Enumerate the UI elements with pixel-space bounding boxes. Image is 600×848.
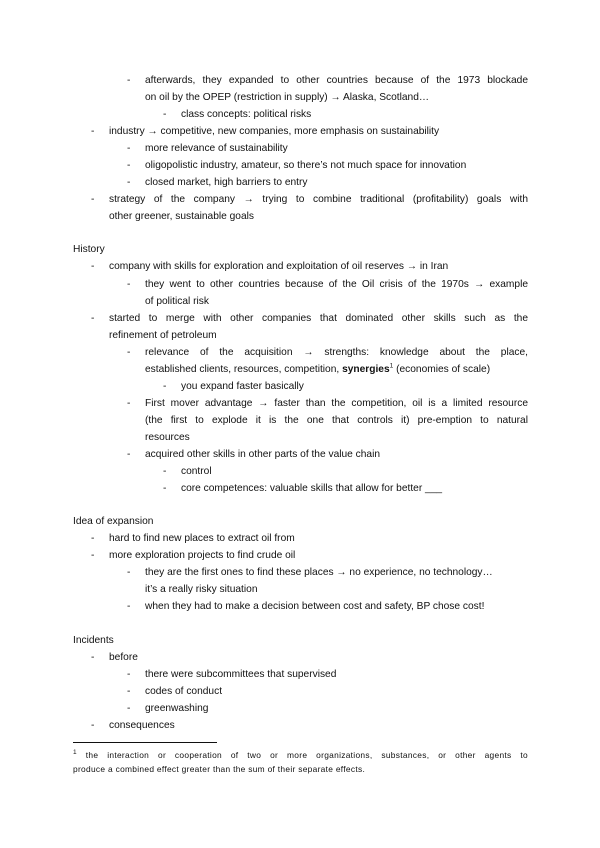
bullet-text: relevance of the acquisition → strengths: knowledge about the place, — [145, 347, 528, 358]
bullet-text: afterwards, they expanded to other countries because of the 1973 blockade — [145, 75, 528, 86]
bullet-text: of political risk — [145, 296, 209, 307]
text-segment: established clients, resources, competition, — [145, 364, 343, 375]
bullet-text: more exploration projects to find crude oil — [109, 550, 296, 561]
bullet-text: other greener, sustainable goals — [109, 211, 254, 222]
bullet-dash: - — [127, 143, 131, 154]
bullet-text: resources — [145, 432, 190, 443]
bullet-text: acquired other skills in other parts of the value chain — [145, 449, 381, 460]
bullet-text: (the first to explode it is the one that controls it) pre-emption to natural — [145, 415, 528, 426]
bullet-text: oligopolistic industry, amateur, so there’s not much space for innovation — [145, 160, 467, 171]
bullet-dash: - — [127, 279, 131, 290]
bullet-text: company with skills for exploration and exploitation of oil reserves → in Iran — [109, 261, 449, 272]
bullet-text: you expand faster basically — [181, 381, 304, 392]
bullet-text: on oil by the OPEP (restriction in supply) → Alaska, Scotland… — [145, 92, 430, 103]
bullet-text: started to merge with other companies that dominated other skills such as the — [109, 313, 528, 324]
bullet-dash: - — [163, 381, 167, 392]
bullet-dash: - — [91, 261, 95, 272]
bullet-dash: - — [91, 652, 95, 663]
bullet-text: consequences — [109, 720, 175, 731]
bullet-dash: - — [91, 550, 95, 561]
bullet-text: more relevance of sustainability — [145, 143, 288, 154]
footnote-line-2: produce a combined effect greater than the sum of their separate effects. — [73, 764, 366, 774]
bullet-text: greenwashing — [145, 703, 209, 714]
bullet-dash: - — [127, 686, 131, 697]
bullet-dash: - — [127, 75, 131, 86]
bullet-dash: - — [163, 483, 167, 494]
bullet-text: class concepts: political risks — [181, 109, 312, 120]
bullet-dash: - — [127, 703, 131, 714]
bullet-dash: - — [127, 347, 131, 358]
bullet-dash: - — [127, 601, 131, 612]
bullet-text: there were subcommittees that supervised — [145, 669, 337, 680]
bullet-text: First mover advantage → faster than the competition, oil is a limited resource — [145, 398, 528, 409]
bullet-dash: - — [91, 126, 95, 137]
section-heading-history: History — [73, 244, 105, 255]
footnote-text — [73, 748, 528, 762]
bullet-dash: - — [127, 449, 131, 460]
bullet-text: it’s a really risky situation — [145, 584, 258, 595]
bullet-text: before — [109, 652, 138, 663]
bullet-text: they are the first ones to find these places → no experience, no technology… — [145, 567, 493, 578]
bullet-text: industry → competitive, new companies, more emphasis on sustainability — [109, 126, 440, 137]
bullet-text-synergies — [145, 361, 490, 378]
bullet-dash: - — [127, 177, 131, 188]
section-heading-expansion: Idea of expansion — [73, 516, 154, 527]
footnote-divider — [73, 742, 217, 743]
bullet-dash: - — [91, 194, 95, 205]
bullet-dash: - — [127, 160, 131, 171]
bullet-dash: - — [163, 466, 167, 477]
bullet-dash: - — [127, 567, 131, 578]
bullet-text: control — [181, 466, 212, 477]
bullet-dash: - — [127, 398, 131, 409]
bullet-dash: - — [127, 669, 131, 680]
footnote-line: the interaction or cooperation of two or more organizations, substances, or other agents to — [76, 750, 528, 760]
bullet-dash: - — [91, 313, 95, 324]
bold-term-synergies: synergies — [342, 364, 390, 375]
bullet-dash: - — [91, 720, 95, 731]
section-heading-incidents: Incidents — [73, 635, 114, 646]
footnote-ref[interactable]: 1 — [389, 362, 394, 370]
text-segment: (economies of scale) — [393, 364, 491, 375]
bullet-text: hard to find new places to extract oil from — [109, 533, 295, 544]
bullet-text: they went to other countries because of the Oil crisis of the 1970s → example — [145, 279, 528, 290]
bullet-dash: - — [91, 533, 95, 544]
bullet-dash: - — [163, 109, 167, 120]
footnote-marker: 1 — [73, 749, 77, 757]
bullet-text: refinement of petroleum — [109, 330, 217, 341]
bullet-text: when they had to make a decision between cost and safety, BP chose cost! — [145, 601, 485, 612]
bullet-text: strategy of the company → trying to combine traditional (profitability) goals with — [109, 194, 528, 205]
bullet-text: codes of conduct — [145, 686, 223, 697]
bullet-text: closed market, high barriers to entry — [145, 177, 308, 188]
bullet-text: core competences: valuable skills that allow for better ___ — [181, 483, 443, 494]
